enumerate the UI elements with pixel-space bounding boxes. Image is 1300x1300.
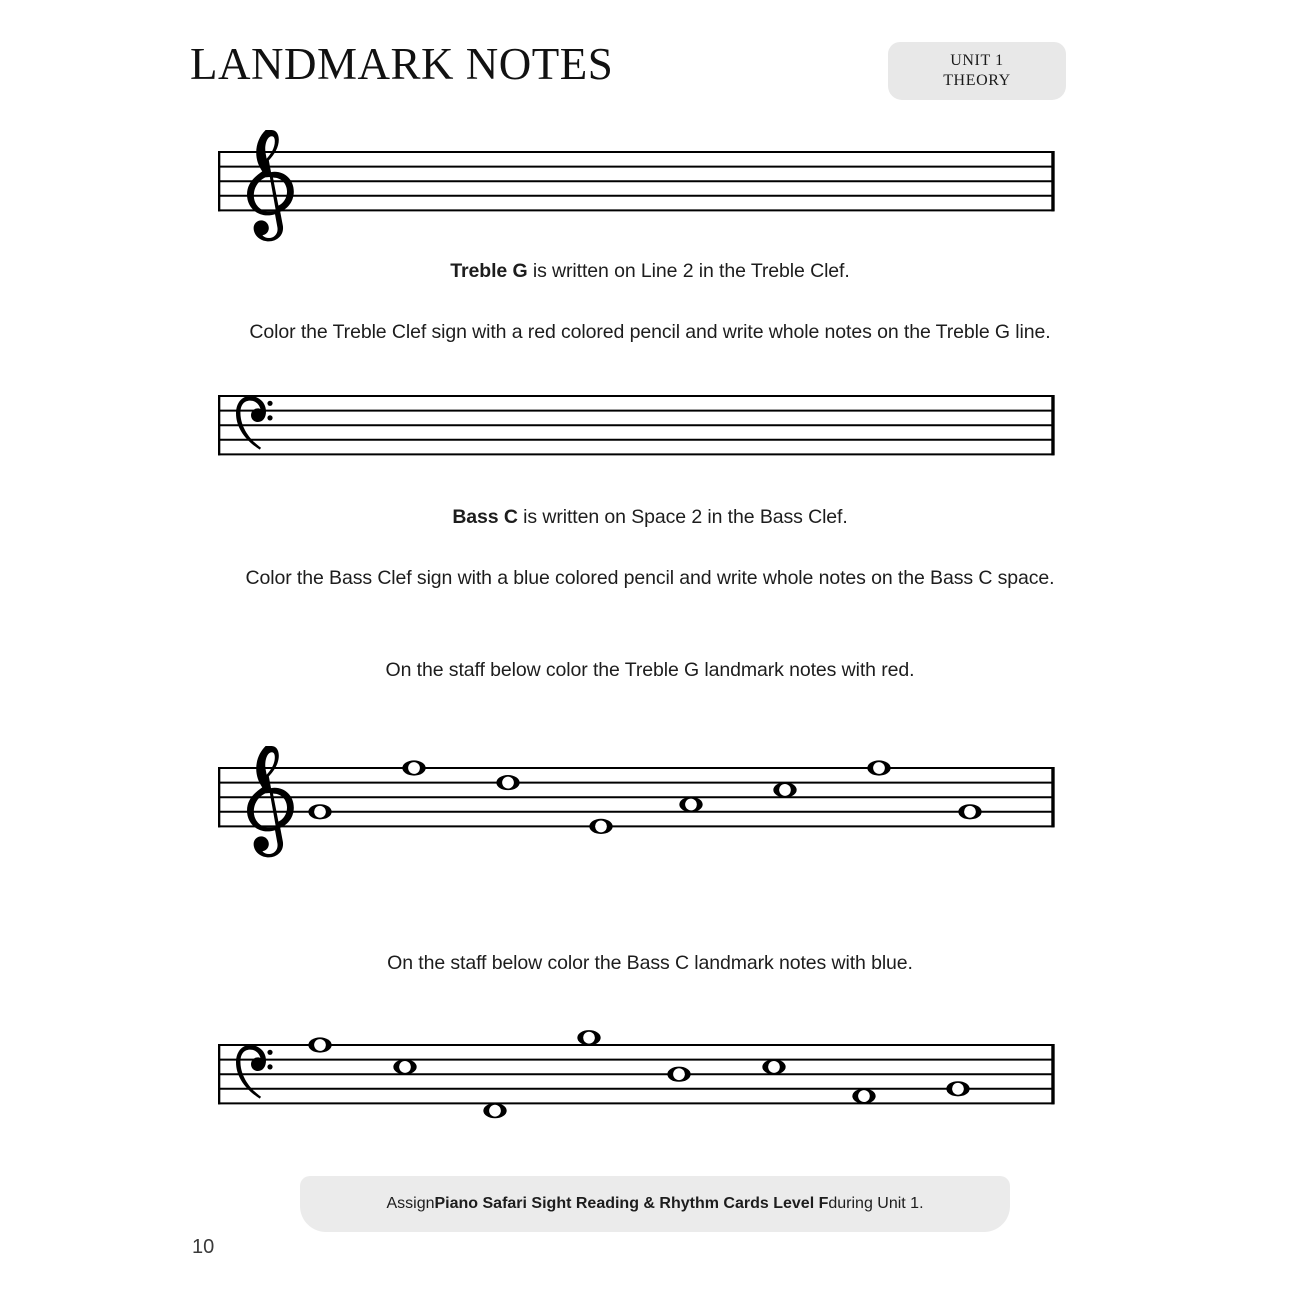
bass-landmark-instruction: On the staff below color the Bass C landmark notes with blue. xyxy=(387,952,913,974)
whole-note xyxy=(667,1067,690,1082)
treble-clef-icon xyxy=(247,746,294,857)
unit-badge-line2: THEORY xyxy=(943,72,1011,89)
bass-color-instruction: Color the Bass Clef sign with a blue colored pencil and write whole notes on the Bass C space. xyxy=(245,567,1055,589)
assign-prefix: Assign xyxy=(386,1195,435,1212)
bass-blank-staff xyxy=(218,306,1066,524)
whole-note xyxy=(589,819,612,834)
whole-note-landmark xyxy=(393,1059,416,1074)
treble-color-instruction: Color the Treble Clef sign with a red colored pencil and write whole notes on the Treble G line. xyxy=(249,321,1051,343)
bass-clef-icon xyxy=(236,396,273,450)
whole-note-landmark xyxy=(958,804,981,819)
treble-clef-icon xyxy=(247,130,294,241)
unit-badge-line1: UNIT 1 xyxy=(950,52,1004,69)
assign-title: Piano Safari Sight Reading & Rhythm Cards Level F xyxy=(434,1195,829,1212)
treble-landmark-instruction: On the staff below color the Treble G landmark notes with red. xyxy=(385,659,915,681)
whole-note-landmark xyxy=(308,804,331,819)
page-number: 10 xyxy=(192,1236,215,1258)
treble-statement xyxy=(0,260,1300,283)
assign-callout xyxy=(300,1176,1010,1232)
treble-landmark-staff xyxy=(218,678,1066,896)
treble-statement-bold: Treble G xyxy=(450,260,528,282)
bass-statement xyxy=(0,506,1300,529)
page-title: LANDMARK NOTES xyxy=(190,39,614,89)
whole-note xyxy=(679,797,702,812)
treble-statement-rest: is written on Line 2 in the Treble Clef. xyxy=(527,260,850,282)
whole-note xyxy=(852,1088,875,1103)
whole-note xyxy=(308,1037,331,1052)
whole-note-landmark xyxy=(762,1059,785,1074)
treble-blank-staff xyxy=(218,62,1066,280)
bass-clef-icon xyxy=(236,1045,273,1099)
bass-statement-rest: is written on Space 2 in the Bass Clef. xyxy=(517,506,848,528)
whole-note xyxy=(577,1030,600,1045)
assign-suffix: during Unit 1. xyxy=(828,1195,924,1212)
whole-note xyxy=(773,782,796,797)
bass-statement-bold: Bass C xyxy=(452,506,518,528)
whole-note xyxy=(483,1103,506,1118)
bass-landmark-staff xyxy=(218,955,1066,1173)
whole-note xyxy=(946,1081,969,1096)
whole-note xyxy=(867,760,890,775)
whole-note xyxy=(402,760,425,775)
whole-note xyxy=(496,775,519,790)
